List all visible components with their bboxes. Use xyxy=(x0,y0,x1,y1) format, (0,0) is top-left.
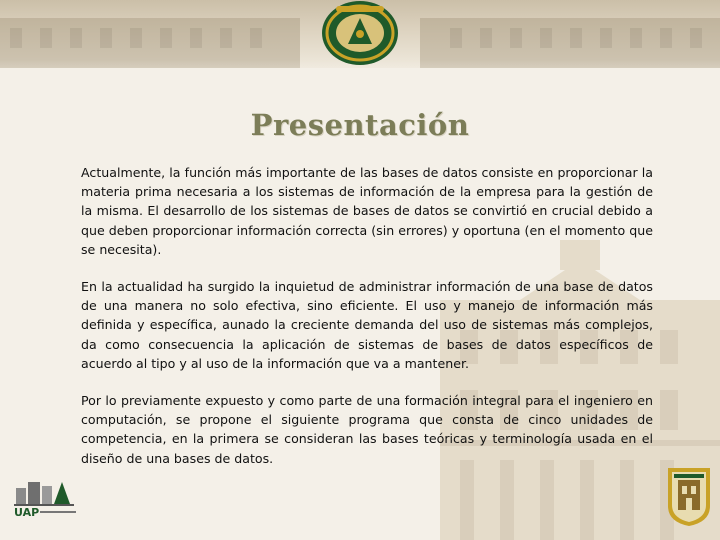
body-text xyxy=(81,163,653,486)
header-fade xyxy=(0,60,720,100)
university-seal-icon xyxy=(316,0,404,66)
uap-logo-text: UAP xyxy=(14,506,40,518)
paragraph: En la actualidad ha surgido la inquietud de administrar información de una base de datos de una manera no solo efectiva, sino eficiente. El uso y manejo de información más definida y específica, aunado la creciente demanda del uso de sistemas más complejos, da como consecuencia la aplicación de sistemas de bases de datos específicos de acuerdo al tipo y al uso de la información que va a mantener. xyxy=(81,279,653,371)
page-title: Presentación xyxy=(250,108,470,142)
paragraph: Por lo previamente expuesto y como parte de una formación integral para el ingeniero en computación, se propone el siguiente programa que consta de cinco unidades de competencia, en la primera se consideran las bases teóricas y terminología usada en el diseño de una bases de datos. xyxy=(81,393,653,466)
paragraph: Actualmente, la función más importante de las bases de datos consiste en proporcionar la materia prima necesaria a los sistemas de información de la empresa para la gestión de la misma. El desarrollo de los sistemas de bases de datos se convirtió en crucial debido a que deben proporcionar información correcta (sin errores) y oportuna (en el momento que se necesita). xyxy=(81,165,653,257)
campus-badge-icon xyxy=(664,462,714,528)
uap-logo xyxy=(12,478,82,518)
